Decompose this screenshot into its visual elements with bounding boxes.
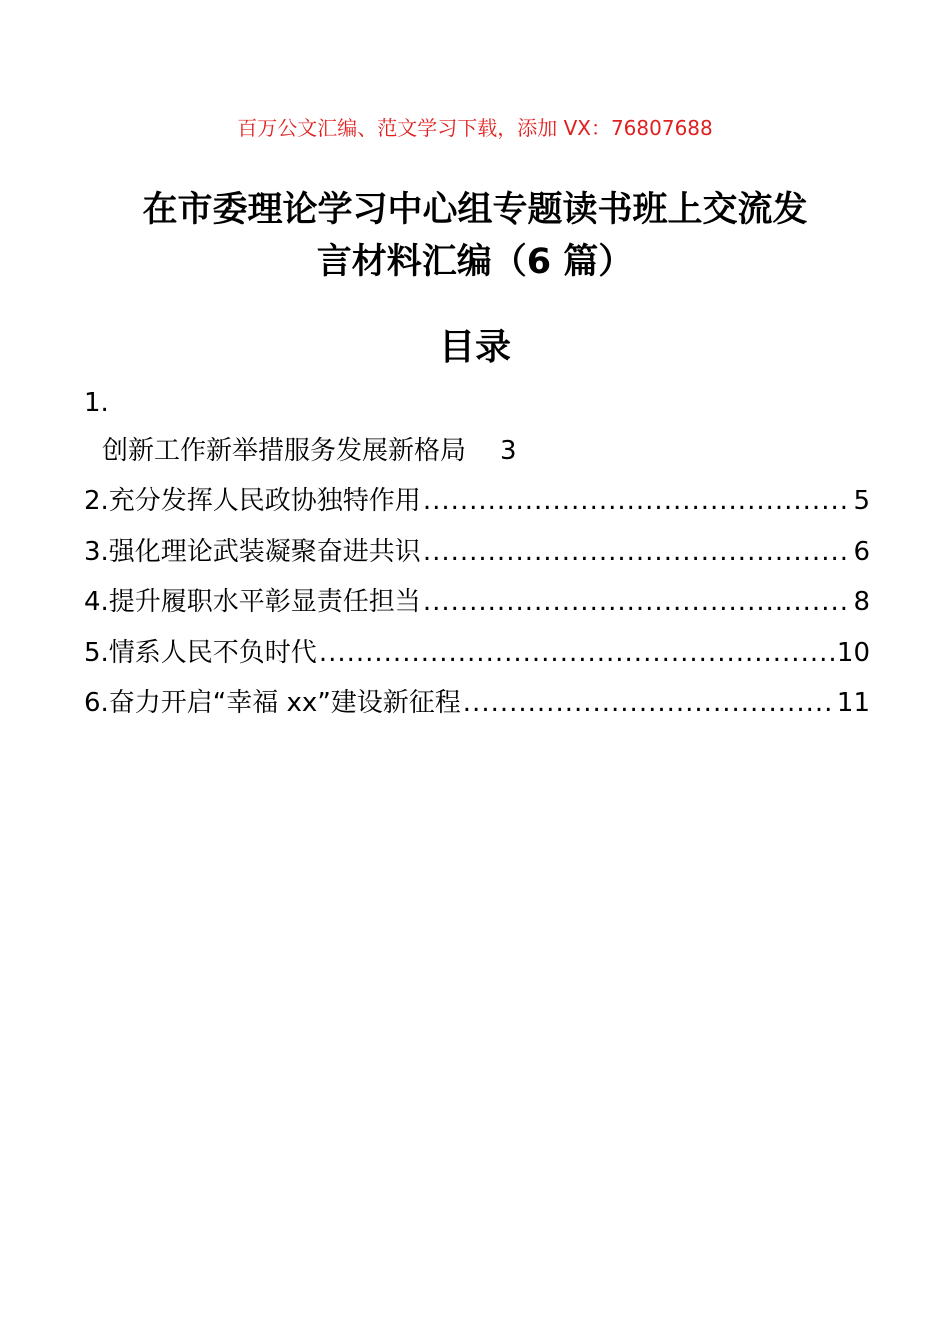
toc-entry-label: 4.提升履职水平彰显责任担当: [84, 587, 421, 617]
toc-entry-page: 11: [836, 688, 870, 718]
toc-dot-leader: [423, 476, 852, 527]
toc-entry-label: 创新工作新举措服务发展新格局: [102, 436, 467, 466]
toc-dot-leader: [319, 628, 835, 679]
toc-entry-number: 1.: [84, 388, 109, 418]
document-title-line-2: 言材料汇编（6 篇）: [316, 242, 634, 282]
toc-heading: 目录: [438, 327, 511, 368]
table-of-contents: [84, 380, 870, 729]
toc-entry-page: 6: [853, 536, 870, 567]
toc-dot-leader: [463, 678, 835, 729]
toc-dot-leader: [423, 527, 852, 578]
toc-entry-page: 3: [500, 436, 517, 466]
toc-entry-page: 5: [853, 486, 870, 516]
toc-entry-1[interactable]: [84, 380, 870, 476]
toc-entry-6[interactable]: [84, 678, 870, 729]
toc-entry-page: 8: [853, 587, 870, 617]
toc-dot-leader: [423, 577, 852, 628]
toc-entry-label: 5.情系人民不负时代: [84, 637, 317, 668]
document-title-line-1: 在市委理论学习中心组专题读书班上交流发: [142, 190, 808, 230]
toc-entry-5[interactable]: [84, 628, 870, 679]
document-title: [60, 184, 890, 288]
toc-entry-3[interactable]: [84, 527, 870, 578]
toc-entry-2[interactable]: [84, 476, 870, 527]
toc-entry-4[interactable]: [84, 577, 870, 628]
toc-entry-page: 10: [836, 637, 870, 668]
toc-entry-label: 6.奋力开启“幸福 xx”建设新征程: [84, 688, 461, 718]
toc-entry-label: 3.强化理论武装凝聚奋进共识: [84, 536, 421, 567]
toc-entry-label: 2.充分发挥人民政协独特作用: [84, 486, 421, 516]
header-watermark-note: 百万公文汇编、范文学习下载，添加 VX：76807688: [237, 116, 713, 140]
